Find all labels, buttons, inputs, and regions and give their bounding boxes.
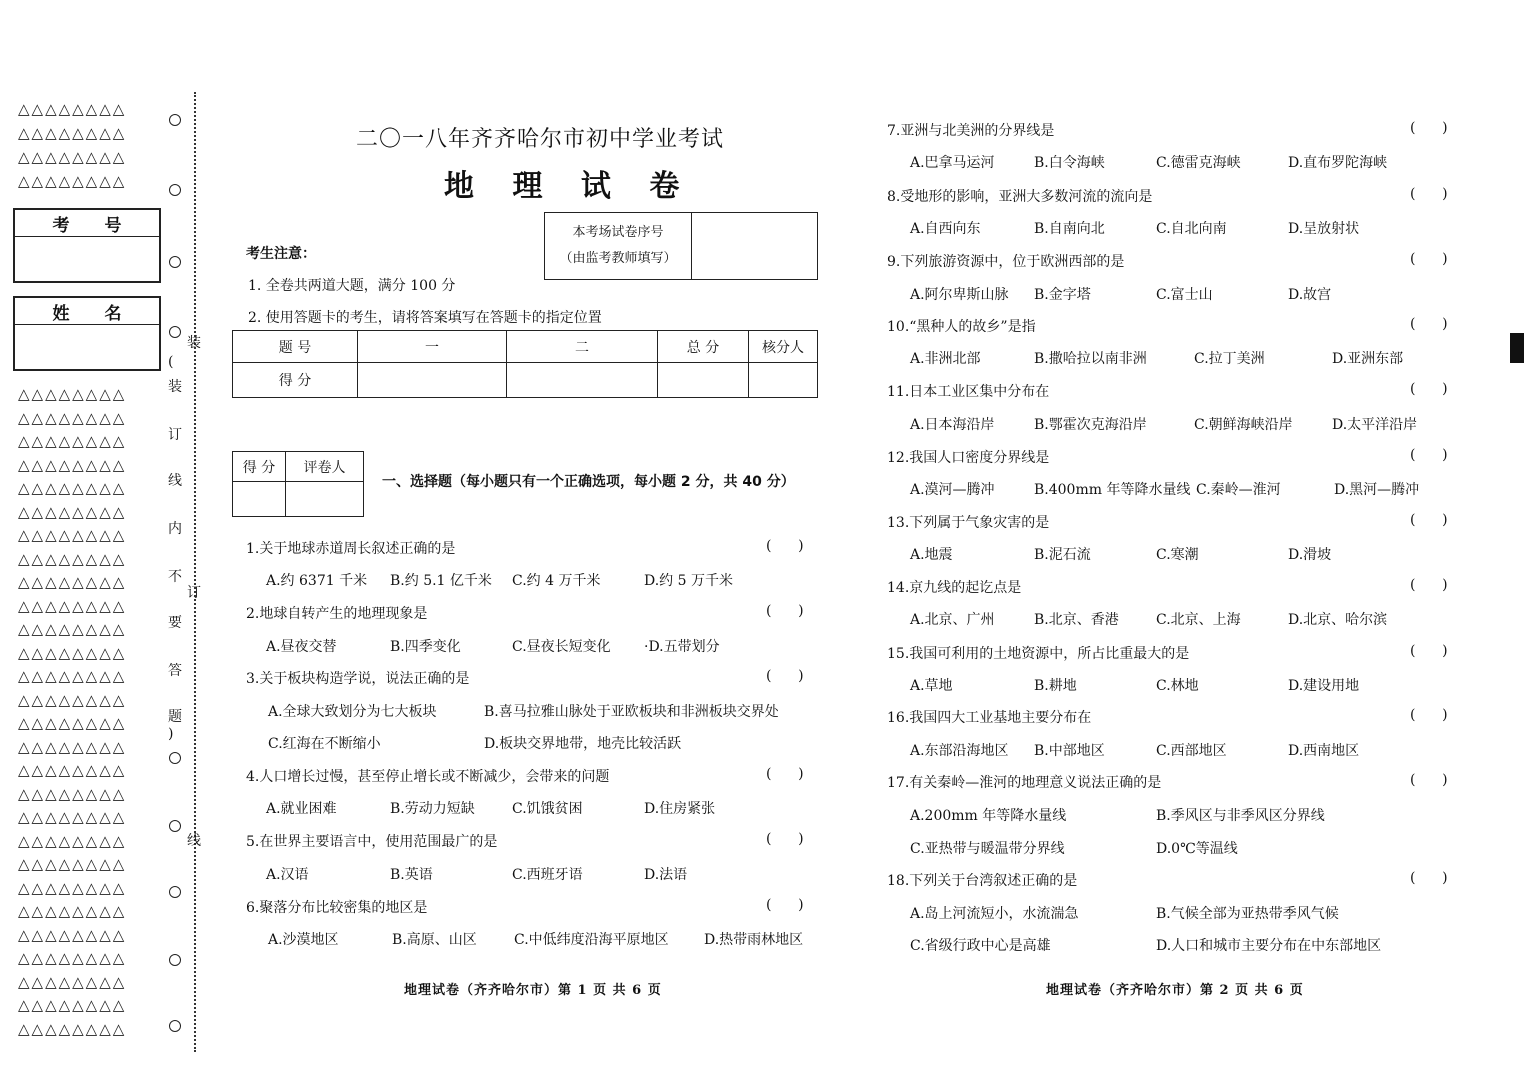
triangle-row: △△△△△△△△ [18, 100, 127, 118]
answer-option[interactable]: A.阿尔卑斯山脉 [910, 287, 1009, 303]
question-stem: 11.日本工业区集中分布在 [887, 384, 1050, 400]
grader-label: 评卷人 [286, 452, 364, 482]
triangle-row: △△△△△△△△ [18, 855, 127, 873]
triangle-row: △△△△△△△△ [18, 620, 127, 638]
answer-bracket[interactable]: ( ) [1410, 120, 1448, 136]
answer-option[interactable]: D.亚洲东部 [1332, 351, 1404, 367]
score-field[interactable] [658, 363, 749, 398]
binding-char: 装 [187, 335, 201, 351]
triangle-row: △△△△△△△△ [18, 784, 127, 803]
punch-hole-icon [169, 820, 181, 832]
triangle-row: △△△△△△△△ [18, 455, 127, 474]
answer-option[interactable]: B.自南向北 [1034, 221, 1105, 237]
triangle-row: △△△△△△△△ [18, 408, 127, 427]
serial-number-field[interactable] [692, 213, 818, 280]
punch-hole-icon [169, 1020, 181, 1032]
triangle-row: △△△△△△△△ [18, 549, 127, 568]
answer-option[interactable]: D.故宫 [1288, 287, 1332, 303]
triangle-row: △△△△△△△△ [18, 172, 127, 190]
answer-bracket[interactable]: ( ) [766, 538, 804, 554]
question-stem: 17.有关秦岭—淮河的地理意义说法正确的是 [887, 775, 1162, 791]
binding-char: 装 [168, 379, 182, 395]
binding-char: ( [168, 354, 174, 370]
answer-option[interactable]: D.人口和城市主要分布在中东部地区 [1156, 938, 1382, 954]
answer-option[interactable]: A.昼夜交替 [266, 639, 337, 655]
answer-option[interactable]: A.就业困难 [266, 801, 337, 817]
answer-bracket[interactable]: ( ) [1410, 643, 1448, 659]
question-stem: 15.我国可利用的土地资源中，所占比重最大的是 [887, 646, 1190, 662]
answer-option[interactable]: B.英语 [390, 867, 433, 883]
score-header-cell: 总 分 [658, 331, 749, 363]
question-stem: 1.关于地球赤道周长叙述正确的是 [246, 541, 456, 557]
answer-option[interactable]: C.昼夜长短变化 [512, 639, 611, 655]
serial-number-table [544, 212, 818, 280]
binding-line [194, 92, 196, 1052]
notice-item: 2. 使用答题卡的考生，请将答案填写在答题卡的指定位置 [248, 310, 602, 326]
question-stem: 3.关于板块构造学说，说法正确的是 [246, 671, 470, 687]
triangle-row: △△△△△△△△ [18, 124, 127, 142]
triangle-row: △△△△△△△△ [18, 526, 127, 544]
question-stem: 8.受地形的影响，亚洲大多数河流的流向是 [887, 189, 1153, 205]
binding-char: 线 [168, 473, 182, 489]
answer-option[interactable]: C.林地 [1156, 678, 1199, 694]
name-field[interactable] [15, 325, 159, 369]
triangle-row: △△△△△△△△ [18, 643, 127, 662]
answer-bracket[interactable]: ( ) [1410, 186, 1448, 202]
answer-option[interactable]: C.约 4 万千米 [512, 573, 601, 589]
answer-option[interactable]: B.北京、香港 [1034, 612, 1119, 628]
triangle-row: △△△△△△△△ [18, 385, 127, 403]
answer-option[interactable]: D.呈放射状 [1288, 221, 1360, 237]
triangle-row: △△△△△△△△ [18, 925, 127, 944]
answer-option[interactable]: C.德雷克海峡 [1156, 155, 1241, 171]
score-header-cell: 二 [507, 331, 658, 363]
answer-bracket[interactable]: ( ) [766, 766, 804, 782]
answer-option[interactable]: C.省级行政中心是高雄 [910, 938, 1051, 954]
answer-option[interactable]: D.北京、哈尔滨 [1288, 612, 1388, 628]
question-stem: 2.地球自转产生的地理现象是 [246, 606, 428, 622]
triangle-row: △△△△△△△△ [18, 479, 127, 497]
grader-name-field[interactable] [286, 482, 364, 517]
punch-hole-icon [169, 954, 181, 966]
grader-table [232, 451, 364, 517]
punch-hole-icon [169, 326, 181, 338]
triangle-row: △△△△△△△△ [18, 972, 127, 991]
answer-option[interactable]: B.白令海峡 [1034, 155, 1105, 171]
triangle-row: △△△△△△△△ [18, 902, 127, 920]
triangle-row: △△△△△△△△ [18, 808, 127, 826]
answer-option[interactable]: A.日本海沿岸 [910, 417, 995, 433]
page-footer: 地理试卷（齐齐哈尔市）第 1 页 共 6 页 [404, 983, 662, 998]
answer-bracket[interactable]: ( ) [766, 897, 804, 913]
binding-char: 线 [187, 833, 201, 849]
answer-option[interactable]: D.0℃等温线 [1156, 841, 1238, 857]
answer-option[interactable]: D.约 5 万千米 [644, 573, 733, 589]
question-stem: 12.我国人口密度分界线是 [887, 450, 1050, 466]
triangle-row: △△△△△△△△ [18, 690, 127, 709]
answer-option[interactable]: C.亚热带与暖温带分界线 [910, 841, 1065, 857]
question-stem: 4.人口增长过慢，甚至停止增长或不断减少，会带来的问题 [246, 769, 610, 785]
punch-hole-icon [169, 256, 181, 268]
triangle-row: △△△△△△△△ [18, 831, 127, 850]
answer-option[interactable]: B.约 5.1 亿千米 [390, 573, 492, 589]
triangle-row: △△△△△△△△ [18, 996, 127, 1014]
answer-option[interactable]: B.气候全部为亚热带季风气候 [1156, 906, 1339, 922]
binding-char: ) [168, 726, 174, 742]
score-header-cell: 一 [358, 331, 507, 363]
notice-item: 1. 全卷共两道大题，满分 100 分 [248, 278, 456, 294]
punch-hole-icon [169, 184, 181, 196]
answer-option[interactable]: A.东部沿海地区 [910, 743, 1009, 759]
answer-option[interactable]: D.板块交界地带，地壳比较活跃 [484, 736, 682, 752]
score-header-cell: 题 号 [233, 331, 358, 363]
answer-option[interactable]: A.岛上河流短小，水流湍急 [910, 906, 1079, 922]
answer-option[interactable]: B.400mm 年等降水量线 [1034, 482, 1191, 498]
answer-bracket[interactable]: ( ) [1410, 870, 1448, 886]
answer-option[interactable]: A.200mm 年等降水量线 [910, 808, 1067, 824]
answer-option[interactable]: C.寒潮 [1156, 547, 1199, 563]
triangle-row: △△△△△△△△ [18, 761, 127, 779]
question-stem: 13.下列属于气象灾害的是 [887, 515, 1050, 531]
grader-score-label: 得 分 [233, 452, 286, 482]
answer-option[interactable]: D.西南地区 [1288, 743, 1360, 759]
question-stem: 9.下列旅游资源中，位于欧洲西部的是 [887, 254, 1125, 270]
answer-option[interactable]: B.金字塔 [1034, 287, 1091, 303]
answer-option[interactable]: C.拉丁美洲 [1194, 351, 1265, 367]
answer-option[interactable]: A.草地 [910, 678, 953, 694]
notice-label: 考生注意： [246, 246, 316, 262]
question-stem: 6.聚落分布比较密集的地区是 [246, 900, 428, 916]
answer-option[interactable]: B.四季变化 [390, 639, 461, 655]
answer-option[interactable]: C.西班牙语 [512, 867, 583, 883]
answer-option[interactable]: B.劳动力短缺 [390, 801, 475, 817]
answer-option[interactable]: C.自北向南 [1156, 221, 1227, 237]
page-footer: 地理试卷（齐齐哈尔市）第 2 页 共 6 页 [1046, 983, 1304, 998]
answer-option[interactable]: A.约 6371 千米 [266, 573, 368, 589]
punch-hole-icon [169, 114, 181, 126]
answer-option[interactable]: B.耕地 [1034, 678, 1077, 694]
question-stem: 18.下列关于台湾叙述正确的是 [887, 873, 1078, 889]
answer-option[interactable]: D.建设用地 [1288, 678, 1360, 694]
scan-edge-mark [1510, 333, 1524, 363]
binding-char: 不 [168, 569, 182, 585]
answer-bracket[interactable]: ( ) [1410, 316, 1448, 332]
answer-option[interactable]: D.黑河—腾冲 [1334, 482, 1420, 498]
triangle-row: △△△△△△△△ [18, 502, 127, 521]
answer-option[interactable]: B.喜马拉雅山脉处于亚欧板块和非洲板块交界处 [484, 704, 779, 720]
answer-option[interactable]: A.北京、广州 [910, 612, 995, 628]
answer-option[interactable]: C.朝鲜海峡沿岸 [1194, 417, 1293, 433]
triangle-row: △△△△△△△△ [18, 878, 127, 897]
score-field[interactable] [358, 363, 507, 398]
binding-char: 订 [187, 585, 201, 601]
answer-bracket[interactable]: ( ) [1410, 381, 1448, 397]
question-stem: 10.“黑种人的故乡”是指 [887, 319, 1036, 335]
score-field[interactable] [507, 363, 658, 398]
triangle-row: △△△△△△△△ [18, 737, 127, 756]
exam-title: 二〇一八年齐齐哈尔市初中学业考试 [356, 127, 725, 152]
triangle-row: △△△△△△△△ [18, 949, 127, 967]
answer-option[interactable]: B.中部地区 [1034, 743, 1105, 759]
question-stem: 5.在世界主要语言中，使用范围最广的是 [246, 834, 498, 850]
answer-option[interactable]: B.泥石流 [1034, 547, 1091, 563]
answer-bracket[interactable]: ( ) [766, 831, 804, 847]
serial-label: 本考场试卷序号 [572, 225, 664, 240]
answer-option[interactable]: ·D.五带划分 [644, 639, 720, 655]
answer-option[interactable]: A.漠河—腾冲 [910, 482, 995, 498]
answer-option[interactable]: A.地震 [910, 547, 953, 563]
name-box[interactable] [13, 296, 161, 371]
answer-option[interactable]: B.鄂霍次克海沿岸 [1034, 417, 1147, 433]
exam-number-box[interactable] [13, 208, 161, 283]
answer-option[interactable]: A.沙漠地区 [268, 932, 339, 948]
binding-char: 内 [168, 521, 182, 537]
score-table [232, 330, 818, 398]
binding-char: 题 [168, 709, 182, 725]
answer-option[interactable]: A.汉语 [266, 867, 309, 883]
answer-option[interactable]: C.饥饿贫困 [512, 801, 583, 817]
answer-option[interactable]: A.全球大致划分为七大板块 [268, 704, 437, 720]
binding-char: 要 [168, 615, 182, 631]
triangle-row: △△△△△△△△ [18, 573, 127, 591]
answer-option[interactable]: B.高原、山区 [392, 932, 477, 948]
answer-bracket[interactable]: ( ) [766, 668, 804, 684]
answer-option[interactable]: C.中低纬度沿海平原地区 [514, 932, 669, 948]
answer-option[interactable]: D.直布罗陀海峡 [1288, 155, 1388, 171]
answer-bracket[interactable]: ( ) [1410, 251, 1448, 267]
punch-hole-icon [169, 752, 181, 764]
answer-bracket[interactable]: ( ) [1410, 447, 1448, 463]
answer-option[interactable]: C.红海在不断缩小 [268, 736, 381, 752]
triangle-row: △△△△△△△△ [18, 667, 127, 685]
answer-option[interactable]: D.滑坡 [1288, 547, 1332, 563]
subject-title: 地 理 试 卷 [444, 169, 694, 204]
serial-label-cell [545, 213, 692, 280]
punch-hole-icon [169, 886, 181, 898]
exam-number-field[interactable] [15, 237, 159, 281]
grader-score-field[interactable] [233, 482, 286, 517]
answer-option[interactable]: D.住房紧张 [644, 801, 716, 817]
answer-option[interactable]: D.法语 [644, 867, 688, 883]
answer-option[interactable]: B.撒哈拉以南非洲 [1034, 351, 1147, 367]
answer-option[interactable]: D.热带雨林地区 [704, 932, 804, 948]
name-label: 名 [104, 303, 122, 324]
answer-option[interactable]: A.自西向东 [910, 221, 981, 237]
answer-option[interactable]: D.太平洋沿岸 [1332, 417, 1418, 433]
question-stem: 16.我国四大工业基地主要分布在 [887, 710, 1092, 726]
question-stem: 14.京九线的起讫点是 [887, 580, 1022, 596]
answer-option[interactable]: A.非洲北部 [910, 351, 981, 367]
triangle-row: △△△△△△△△ [18, 148, 127, 166]
answer-option[interactable]: C.北京、上海 [1156, 612, 1241, 628]
score-field[interactable] [749, 363, 818, 398]
exam-number-label: 考 [52, 215, 70, 236]
score-row-label: 得 分 [233, 363, 358, 398]
section-one-heading: 一、选择题（每小题只有一个正确选项，每小题 2 分，共 40 分） [382, 474, 795, 490]
answer-bracket[interactable]: ( ) [1410, 772, 1448, 788]
serial-note: （由监考教师填写） [559, 251, 677, 266]
binding-char: 答 [168, 663, 182, 679]
triangle-row: △△△△△△△△ [18, 596, 127, 615]
triangle-row: △△△△△△△△ [18, 432, 127, 450]
binding-char: 订 [168, 427, 182, 443]
triangle-row: △△△△△△△△ [18, 714, 127, 732]
answer-option[interactable]: A.巴拿马运河 [910, 155, 995, 171]
answer-option[interactable]: B.季风区与非季风区分界线 [1156, 808, 1325, 824]
question-stem: 7.亚洲与北美洲的分界线是 [887, 123, 1055, 139]
exam-number-label: 号 [104, 215, 122, 236]
answer-bracket[interactable]: ( ) [1410, 577, 1448, 593]
answer-bracket[interactable]: ( ) [766, 603, 804, 619]
answer-bracket[interactable]: ( ) [1410, 512, 1448, 528]
answer-option[interactable]: C.西部地区 [1156, 743, 1227, 759]
answer-bracket[interactable]: ( ) [1410, 707, 1448, 723]
name-label: 姓 [52, 303, 70, 324]
triangle-row: △△△△△△△△ [18, 1019, 127, 1038]
answer-option[interactable]: C.富士山 [1156, 287, 1213, 303]
score-header-cell: 核分人 [749, 331, 818, 363]
answer-option[interactable]: C.秦岭—淮河 [1196, 482, 1281, 498]
